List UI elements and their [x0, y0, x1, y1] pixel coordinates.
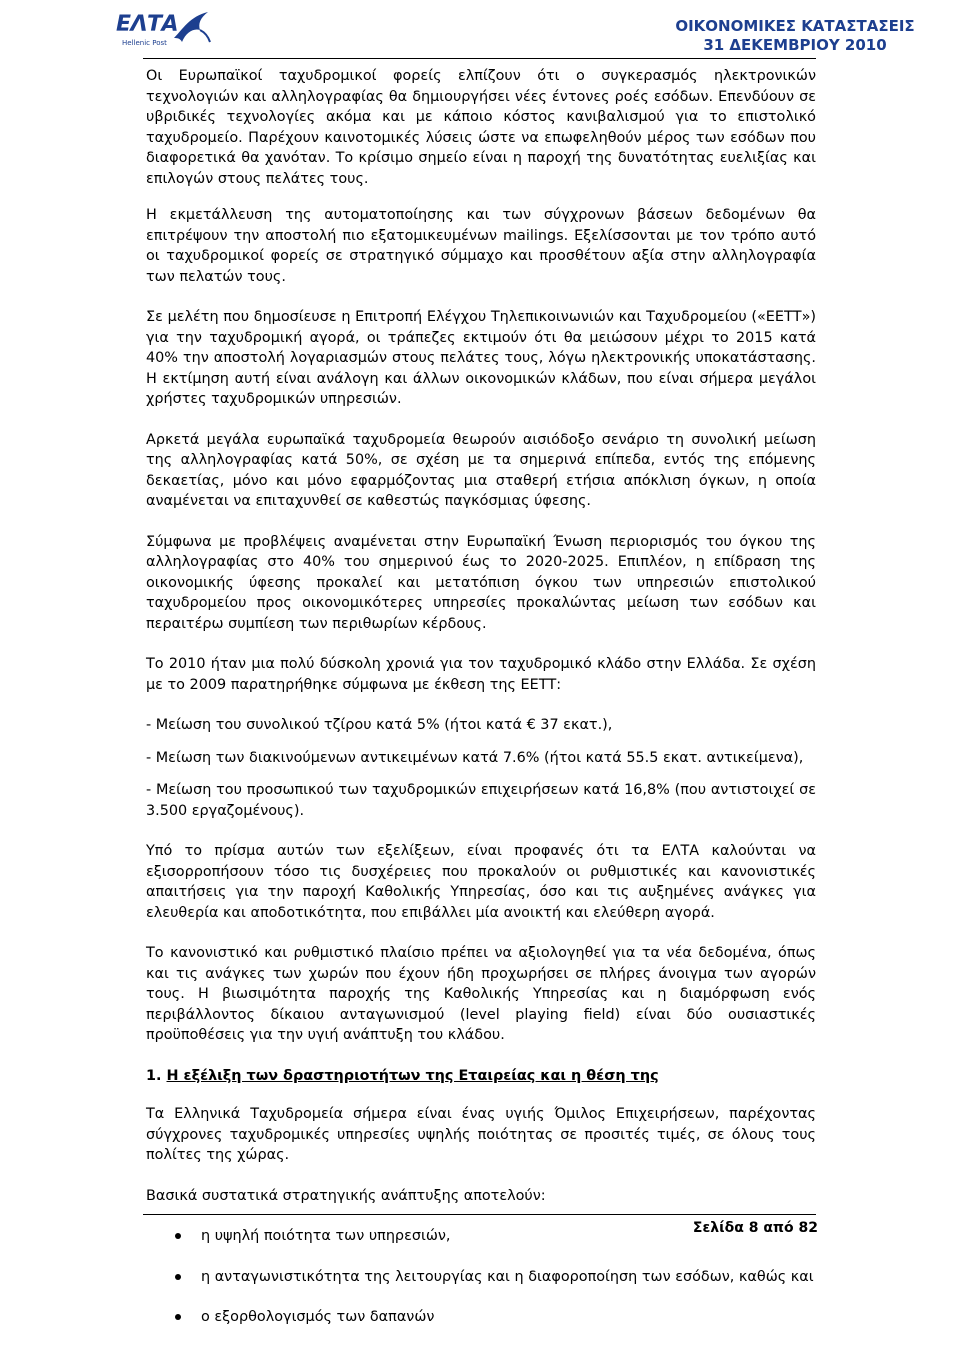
list-item-text: ο εξορθολογισμός των δαπανών — [201, 1309, 435, 1325]
paragraph: Το κανονιστικό και ρυθμιστικό πλαίσιο πρέπει να αξιολογηθεί για τα νέα δεδομένα, όπως και τις ανάγκες των χωρών που έχουν ήδη προχωρήσει σε πλήρες άνοιγμα των αγορών τους. Η βιωσιμότητα παροχής της Καθολικής Υπηρεσίας και η διαμόρφωση ενός περιβάλλοντος δίκαιου ανταγωνισμού (level playing field) είναι δύο ουσιαστικές προϋποθέσεις για την υγιή ανάπτυξη του κλάδου. — [146, 945, 816, 1043]
paragraph: Αρκετά μεγάλα ευρωπαϊκά ταχυδρομεία θεωρούν αισιόδοξο σενάριο τη συνολική μείωση της αλληλογραφίας κατά 50%, σε σχέση με τα σημερινά επίπεδα, εντός της επόμενης δεκαετίας, μόνο και μόνο εφαρμόζοντας μια σταθερή ετήσια απόκλιση όγκων, η οποία αναμένεται να επιταχυνθεί σε καθεστώς παγκόσμιας ύφεσης. — [146, 431, 816, 509]
paragraph: Βασικά συστατικά στρατηγικής ανάπτυξης αποτελούν: — [146, 1187, 546, 1204]
logo-wordmark: ΕΛΤΑ — [116, 12, 179, 37]
dash-item: - Μείωση του προσωπικού των ταχυδρομικών επιχειρήσεων κατά 16,8% (που αντιστοιχεί σε 3.500 εργαζομένους). — [146, 782, 816, 819]
bird-icon — [170, 8, 214, 50]
section-title: Η εξέλιξη των δραστηριοτήτων της Εταιρείας και η θέση της — [166, 1067, 659, 1084]
paragraph: Σε μελέτη που δημοσίευσε η Επιτροπή Ελέγχου Τηλεπικοινωνιών και Ταχυδρομείου («ΕΕΤΤ») για την ταχυδρομική αγορά, οι τράπεζες εκτιμούν ότι θα μειώσουν μέχρι το 2015 κατά 40% την αποστολή λογαριασμών στους πελάτες τους, λόγω ηλεκτρονικής υποκατάστασης. Η εκτίμηση αυτή είναι ανάλογη και άλλων οικονομικών κλάδων, που είναι σήμερα μεγάλοι χρήστες ταχυδρομικών υπηρεσιών. — [146, 309, 816, 407]
page-header — [0, 0, 960, 60]
section-heading — [146, 1066, 816, 1087]
bullet-icon — [175, 1314, 181, 1320]
paragraph: Η εκμετάλλευση της αυτοματοποίησης και των σύγχρονων βάσεων δεδομένων θα επιτρέψουν την αποστολή πιο εξατομικευμένων mailings. Εξελίσσονται με τον τρόπο αυτό οι ταχυδρομικοί φορείς σε στρατηγικό σύμμαχο και προσθέτουν αξία στην αλληλογραφία των πελατών τους. — [146, 207, 816, 285]
list-item — [146, 1267, 816, 1288]
section-number: 1. — [146, 1067, 162, 1084]
document-title — [645, 17, 945, 55]
paragraph: Το 2010 ήταν μια πολύ δύσκολη χρονιά για τον ταχυδρομικό κλάδο στην Ελλάδα. Σε σχέση με το 2009 παρατηρήθηκε σύμφωνα με έκθεση της ΕΕΤΤ: — [146, 656, 816, 693]
paragraph: Υπό το πρίσμα αυτών των εξελίξεων, είναι προφανές ότι τα ΕΛΤΑ καλούνται να εξισορροπήσουν τόσο τις δυσχέρειες που προκαλούν οι ρυθμιστικές και κανονιστικές απαιτήσεις για την παροχή Καθολικής Υπηρεσίας, όσο και τις αυξημένες ανάγκες για ελευθερία και αποδοτικότητα, που επιβάλλει μία ανοικτή και ελεύθερη αγορά. — [146, 843, 816, 921]
paragraph: Σύμφωνα με προβλέψεις αναμένεται στην Ευρωπαϊκή Ένωση περιορισμός του όγκου της αλληλογραφίας στο 40% του σημερινού έως το 2020-2025. Επιπλέον, η επίδραση της οικονομικής ύφεσης προκαλεί και μετατόπιση όγκου των υπηρεσιών επιστολικού ταχυδρομείου προς οικονομικότερες υπηρεσίες προκαλώντας μείωση των εσόδων και περαιτέρω συμπίεση των περιθωρίων κέρδους. — [146, 533, 816, 632]
dash-item: - Μείωση των διακινούμενων αντικειμένων κατά 7.6% (ήτοι κατά 55.5 εκατ. αντικείμενα), — [146, 749, 804, 766]
bullet-icon — [175, 1274, 181, 1280]
elta-logo — [112, 8, 222, 54]
page-number: Σελίδα 8 από 82 — [692, 1220, 818, 1236]
logo-subtitle: Hellenic Post — [122, 39, 167, 47]
page-content — [146, 66, 816, 1348]
dash-item: - Μείωση του συνολικού τζίρου κατά 5% (ήτοι κατά € 37 εκατ.), — [146, 717, 613, 733]
title-line-1: ΟΙΚΟΝΟΜΙΚΕΣ ΚΑΤΑΣΤΑΣΕΙΣ — [675, 17, 915, 35]
paragraph: Τα Ελληνικά Ταχυδρομεία σήμερα είναι ένας υγιής Όμιλος Επιχειρήσεων, παρέχοντας σύγχρονες ταχυδρομικές υπηρεσίες υψηλής ποιότητας σε προσιτές τιμές, σε όλους τους πολίτες της χώρας. — [146, 1106, 816, 1163]
bullet-list — [146, 1226, 816, 1328]
paragraph: Οι Ευρωπαϊκοί ταχυδρομικοί φορείς ελπίζουν ότι ο συγκερασμός ηλεκτρονικών τεχνολογιών και αλληλογραφίας θα δημιουργήσει νέες έντονες ροές εσόδων. Επενδύουν σε υβριδικές τεχνολογίες ακόμα και με κάποιο κόστος κανιβαλισμού για το επιστολικό ταχυδρομείο. Παρέχουν καινοτομικές λύσεις ώστε να επωφεληθούν μέρος των εσόδων που διαφορετικά θα χανόταν. Το κρίσιμο σημείο είναι η παροχή της δυνατότητας ευελιξίας και επιλογών στους πελάτες τους. — [146, 68, 816, 187]
header-divider — [143, 58, 816, 59]
bullet-icon — [175, 1233, 181, 1239]
footer-divider — [143, 1214, 816, 1215]
list-item — [146, 1307, 816, 1328]
list-item-text: η υψηλή ποιότητα των υπηρεσιών, — [201, 1228, 451, 1244]
title-line-2: 31 ΔΕΚΕΜΒΡΙΟΥ 2010 — [703, 36, 887, 54]
list-item-text: η ανταγωνιστικότητα της λειτουργίας και η διαφοροποίηση των εσόδων, καθώς και — [201, 1268, 814, 1285]
